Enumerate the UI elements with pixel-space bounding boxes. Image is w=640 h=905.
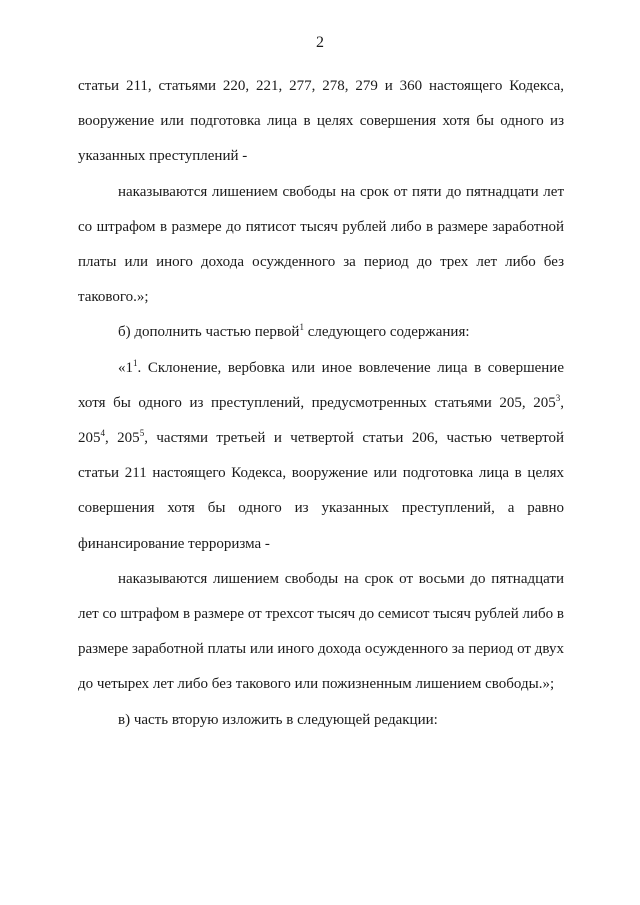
page-number: 2 — [316, 34, 324, 51]
superscript: 1 — [299, 322, 304, 333]
new-part-text: , 205 — [78, 394, 564, 447]
new-part-text: , частями третьей и четвертой статьи 206, частью четвертой статьи 211 настоящего Кодекса, вооружение или подготовка лица в целях совершения хотя бы одного из указанных преступлений, а равно финансирование терроризма - — [78, 430, 565, 552]
paragraph-amendment-c: в) часть вторую изложить в следующей редакции: — [118, 711, 438, 728]
superscript: 5 — [139, 428, 145, 439]
new-part-text: «1 — [118, 359, 133, 376]
superscript: 3 — [555, 392, 561, 403]
superscript: 1 — [133, 357, 138, 368]
paragraph-punishment-1: наказываются лишением свободы на срок от пяти до пятнадцати лет со штрафом в размере до пятисот тысяч рублей либо в размере заработной платы или иного дохода осужденного за период до трех лет либо без такового.»; — [78, 183, 564, 306]
paragraph-article-continuation: статьи 211, статьями 220, 221, 277, 278, 279 и 360 настоящего Кодекса, вооружение или подготовка лица в целях совершения хотя бы одного из указанных преступлений - — [78, 78, 564, 165]
superscript: 4 — [100, 428, 105, 439]
amendment-b-text: б) дополнить частью первой — [118, 324, 300, 341]
new-part-text: , 205 — [105, 430, 140, 447]
new-part-text: . Склонение, вербовка или иное вовлечение лица в совершение хотя бы одного из преступлений, предусмотренных статьями 205, 205 — [78, 359, 564, 411]
document-body — [78, 69, 564, 738]
paragraph-amendment-b — [78, 315, 564, 350]
amendment-b-text-end: следующего содержания: — [303, 324, 470, 341]
paragraph-punishment-2: наказываются лишением свободы на срок от восьми до пятнадцати лет со штрафом в размере от трехсот тысяч до семисот тысяч рублей либо в размере заработной платы или иного дохода осужденного за период от двух до четырех лет либо без такового или пожизненным лишением свободы.»; — [78, 570, 564, 693]
paragraph-new-part — [78, 351, 564, 562]
